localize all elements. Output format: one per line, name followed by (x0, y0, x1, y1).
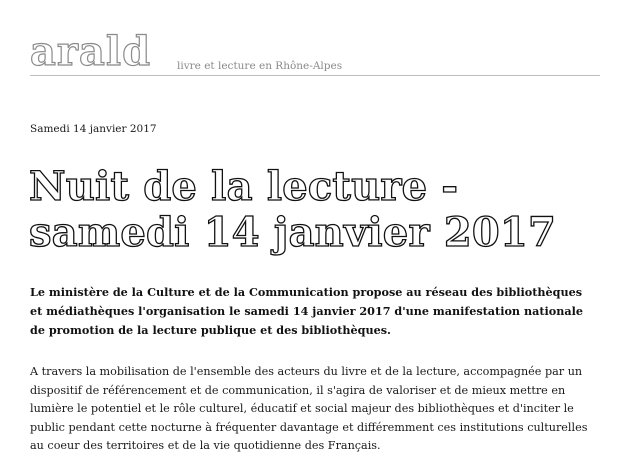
article-date: Samedi 14 janvier 2017 (30, 123, 157, 135)
site-tagline: livre et lecture en Rhône-Alpes (177, 60, 343, 72)
article-title-line-1: Nuit de la lecture - (29, 163, 459, 210)
site-header (30, 30, 600, 76)
header-divider (30, 75, 600, 76)
article-body: A travers la mobilisation de l'ensemble des acteurs du livre et de la lecture, accompagnée par un dispositif de référencement et de communication, il s'agira de valoriser et de mieux mettre en lumière le potentiel et le rôle culturel, éducatif et social majeur des bibliothèques et d'inciter le public pendant cette nocturne à fréquenter davantage et différemment ces institutions culturelles au coeur des territoires et de la vie quotidienne des Français. (30, 365, 588, 452)
site-logo[interactable]: arald (30, 28, 152, 75)
article-title-line-2: samedi 14 janvier 2017 (29, 209, 556, 256)
article-lead: Le ministère de la Culture et de la Communication propose au réseau des bibliothèques et médiathèques l'organisation le samedi 14 janvier 2017 d'une manifestation nationale de promotion de la lecture publique et des bibliothèques. (30, 285, 583, 337)
article-title (29, 164, 599, 256)
